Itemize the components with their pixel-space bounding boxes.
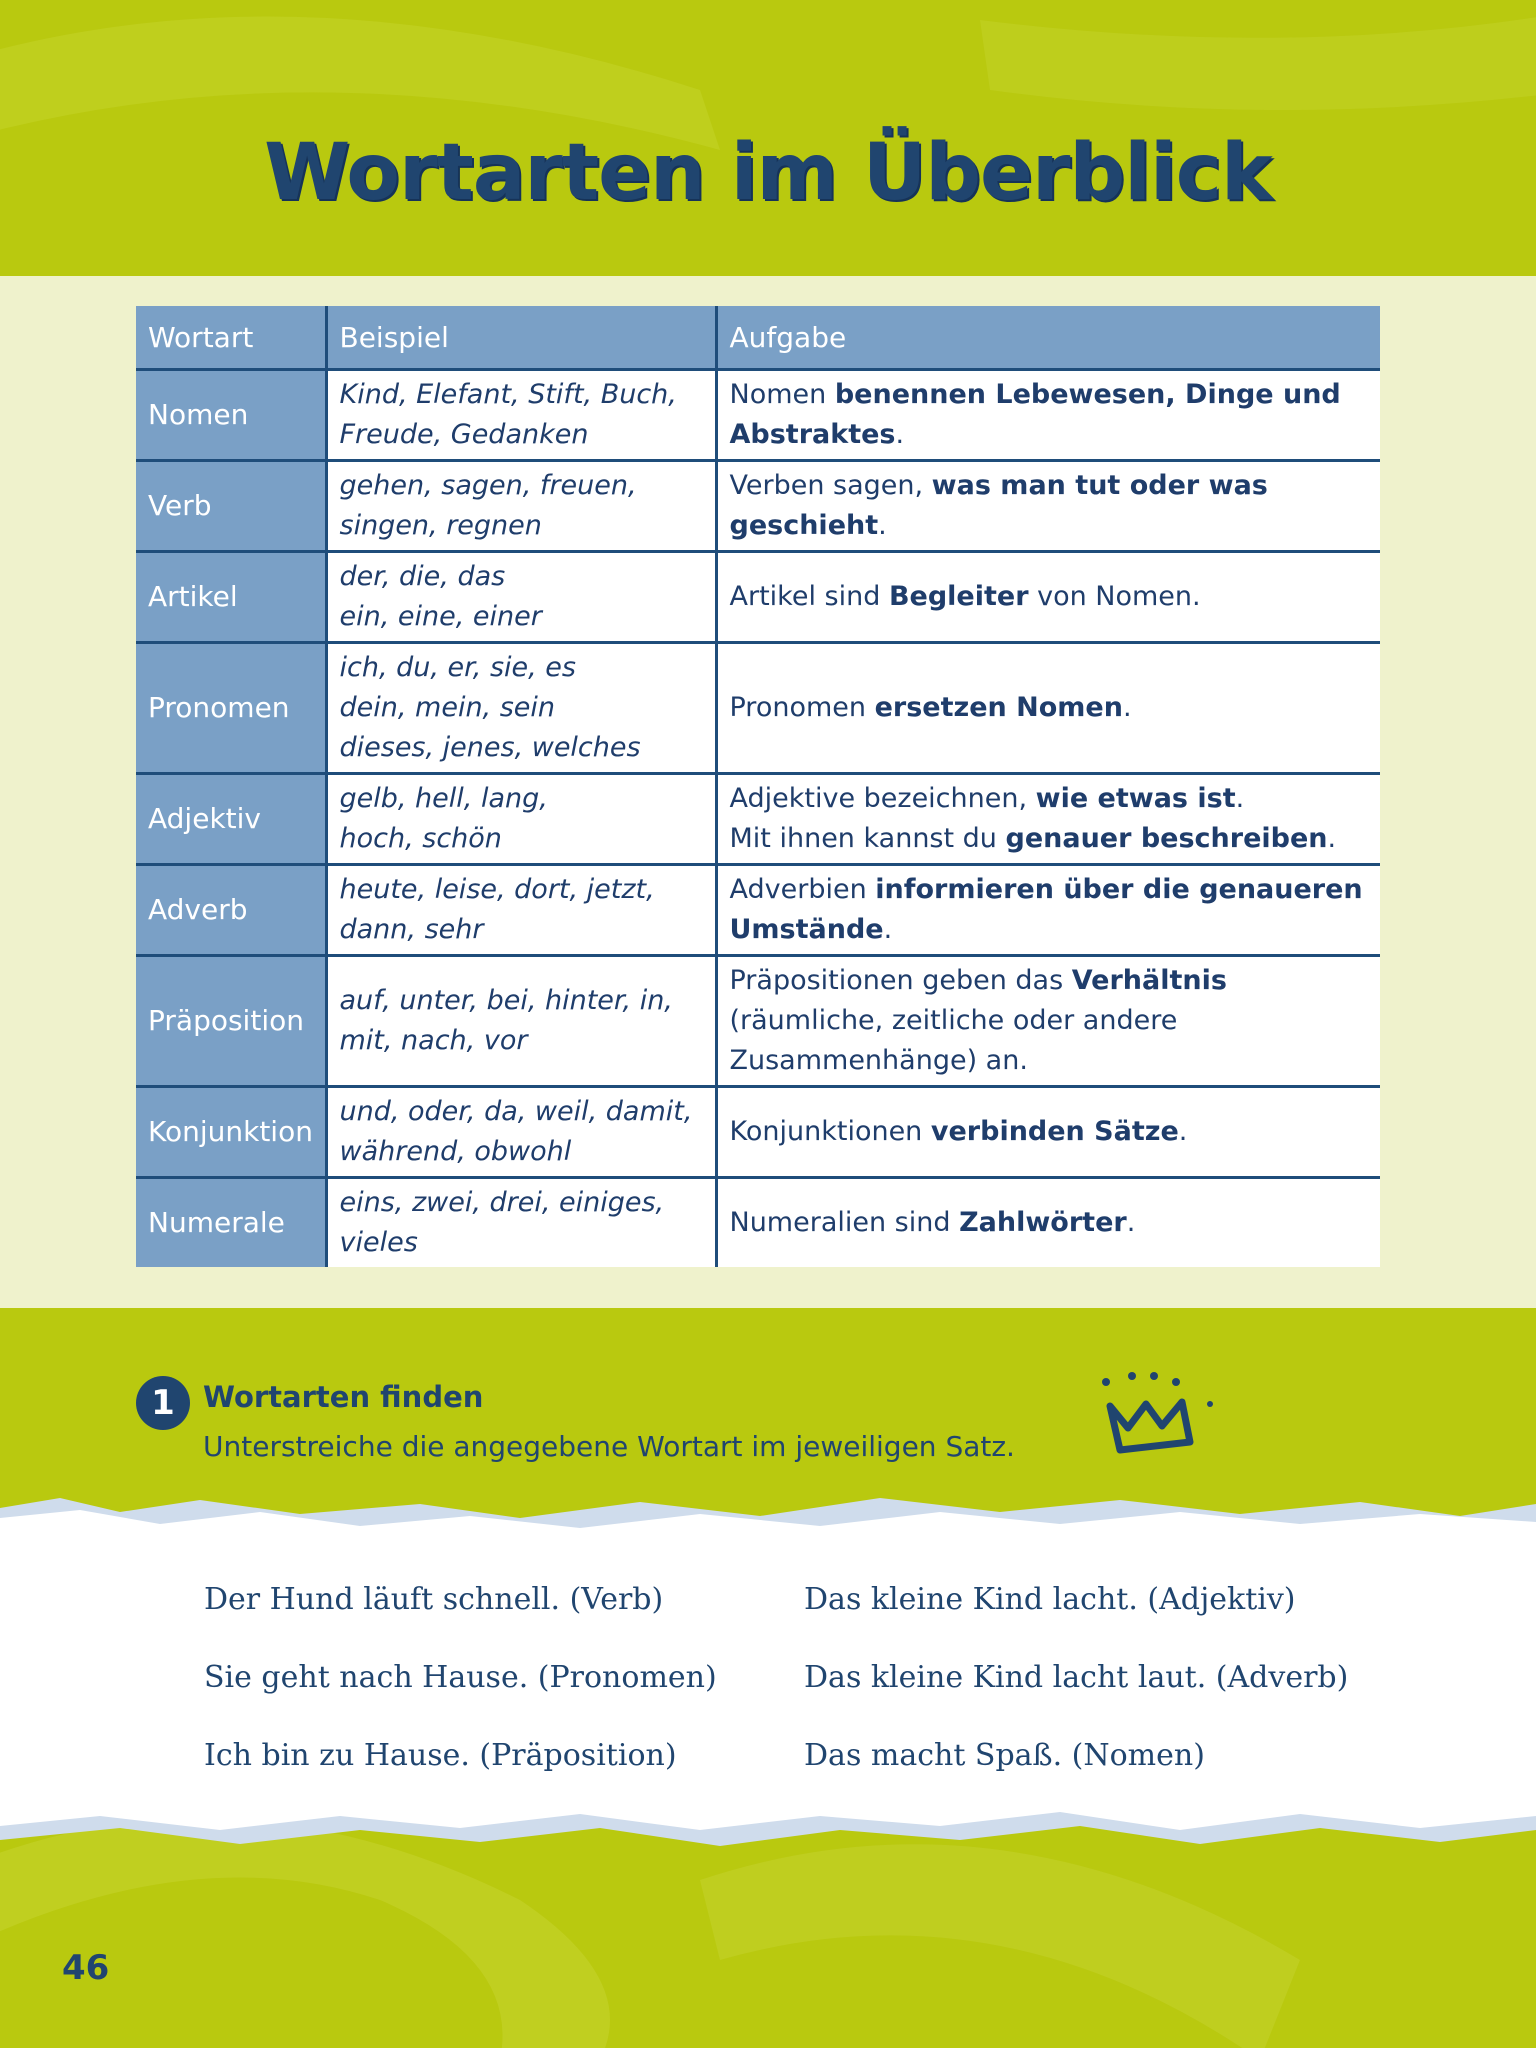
- task-emphasis: genauer beschreiben: [1005, 823, 1328, 854]
- table-header-row: [136, 306, 1380, 370]
- sentence-right-3: Das macht Spaß. (Nomen): [804, 1738, 1205, 1773]
- task-emphasis: verbinden Sätze: [930, 1116, 1179, 1147]
- task-text: .: [895, 419, 905, 450]
- task-text: Adjektive bezeichnen,: [729, 783, 1036, 814]
- header-wordart: Wortart: [136, 306, 326, 370]
- cell-task: [716, 865, 1380, 956]
- task-emphasis: ersetzen Nomen: [874, 692, 1123, 723]
- cell-wordart: Artikel: [136, 552, 326, 643]
- cell-task: [716, 774, 1380, 865]
- exercise-instruction: Unterstreiche die angegebene Wortart im jeweiligen Satz.: [203, 1430, 1015, 1463]
- sentence-left-3: Ich bin zu Hause. (Präposition): [204, 1738, 677, 1773]
- cell-wordart: Konjunktion: [136, 1087, 326, 1178]
- cell-wordart: Präposition: [136, 956, 326, 1087]
- task-text: Pronomen: [729, 692, 875, 723]
- task-text: .: [878, 510, 887, 541]
- task-text: Konjunktionen: [729, 1116, 931, 1147]
- cell-example: gelb, hell, lang, hoch, schön: [326, 774, 716, 865]
- task-text: Adverbien: [729, 874, 876, 905]
- sentence-left-1: Der Hund läuft schnell. (Verb): [204, 1582, 664, 1617]
- cell-example: und, oder, da, weil, damit, während, obwohl: [326, 1087, 716, 1178]
- task-text: von Nomen.: [1028, 581, 1201, 612]
- cell-task: [716, 370, 1380, 461]
- task-text: (räumliche, zeitliche oder andere Zusammenhänge) an.: [729, 1005, 1178, 1076]
- exercise-number-badge: 1: [136, 1376, 190, 1430]
- task-emphasis: informieren über die genaueren Umstände: [729, 874, 1363, 945]
- task-text: Präpositionen geben das: [729, 965, 1072, 996]
- table-row: [136, 774, 1380, 865]
- table-row: [136, 956, 1380, 1087]
- task-text: Nomen: [729, 379, 835, 410]
- cell-example: heute, leise, dort, jetzt, dann, sehr: [326, 865, 716, 956]
- task-text: .: [1327, 823, 1337, 854]
- task-emphasis: Zahlwörter: [959, 1207, 1127, 1238]
- table-row: [136, 865, 1380, 956]
- task-text: Artikel sind: [729, 581, 889, 612]
- task-text: Mit ihnen kannst du: [729, 823, 1006, 854]
- cell-wordart: Adverb: [136, 865, 326, 956]
- sentence-left-2: Sie geht nach Hause. (Pronomen): [204, 1660, 717, 1695]
- header-task: Aufgabe: [716, 306, 1380, 370]
- table-row: [136, 552, 1380, 643]
- task-text: .: [1178, 1116, 1188, 1147]
- table-row: [136, 461, 1380, 552]
- cell-task: [716, 1178, 1380, 1268]
- table-row: [136, 643, 1380, 774]
- task-text: .: [1235, 783, 1245, 814]
- exercise-title: Wortarten finden: [203, 1380, 484, 1414]
- word-types-table: [136, 306, 1380, 1267]
- task-text: Numeralien sind: [729, 1207, 960, 1238]
- cell-example: auf, unter, bei, hinter, in, mit, nach, vor: [326, 956, 716, 1087]
- task-text: .: [883, 914, 893, 945]
- cell-task: [716, 1087, 1380, 1178]
- cell-wordart: Adjektiv: [136, 774, 326, 865]
- task-emphasis: wie etwas ist: [1035, 783, 1236, 814]
- task-text: Verben sagen,: [729, 470, 932, 501]
- cell-task: [716, 552, 1380, 643]
- cell-example: eins, zwei, drei, einiges, vieles: [326, 1178, 716, 1268]
- table-body: [136, 370, 1380, 1268]
- table-row: [136, 1087, 1380, 1178]
- cell-example: Kind, Elefant, Stift, Buch, Freude, Gedanken: [326, 370, 716, 461]
- page-title: Wortarten im Überblick: [264, 128, 1272, 218]
- cell-example: gehen, sagen, freuen, singen, regnen: [326, 461, 716, 552]
- cell-wordart: Verb: [136, 461, 326, 552]
- task-emphasis: Begleiter: [888, 581, 1029, 612]
- crown-icon: [1098, 1366, 1222, 1456]
- cell-example: ich, du, er, sie, es dein, mein, sein dieses, jenes, welches: [326, 643, 716, 774]
- cell-task: [716, 461, 1380, 552]
- cell-wordart: Numerale: [136, 1178, 326, 1268]
- cell-example: der, die, das ein, eine, einer: [326, 552, 716, 643]
- task-emphasis: Verhältnis: [1071, 965, 1227, 996]
- exercise-sentences: [0, 1560, 1536, 1800]
- table-row: [136, 1178, 1380, 1268]
- cell-wordart: Nomen: [136, 370, 326, 461]
- task-emphasis: was man tut oder was geschieht: [729, 470, 1268, 541]
- title-area: [0, 0, 1536, 276]
- table-row: [136, 370, 1380, 461]
- task-emphasis: benennen Lebewesen, Dinge und Abstraktes: [729, 379, 1341, 450]
- sentence-right-2: Das kleine Kind lacht laut. (Adverb): [804, 1660, 1349, 1695]
- cell-wordart: Pronomen: [136, 643, 326, 774]
- page-number: 46: [62, 1948, 110, 1988]
- task-text: .: [1122, 692, 1132, 723]
- cell-task: [716, 956, 1380, 1087]
- header-example: Beispiel: [326, 306, 716, 370]
- task-text: .: [1126, 1207, 1136, 1238]
- cell-task: [716, 643, 1380, 774]
- sentence-right-1: Das kleine Kind lacht. (Adjektiv): [804, 1582, 1296, 1617]
